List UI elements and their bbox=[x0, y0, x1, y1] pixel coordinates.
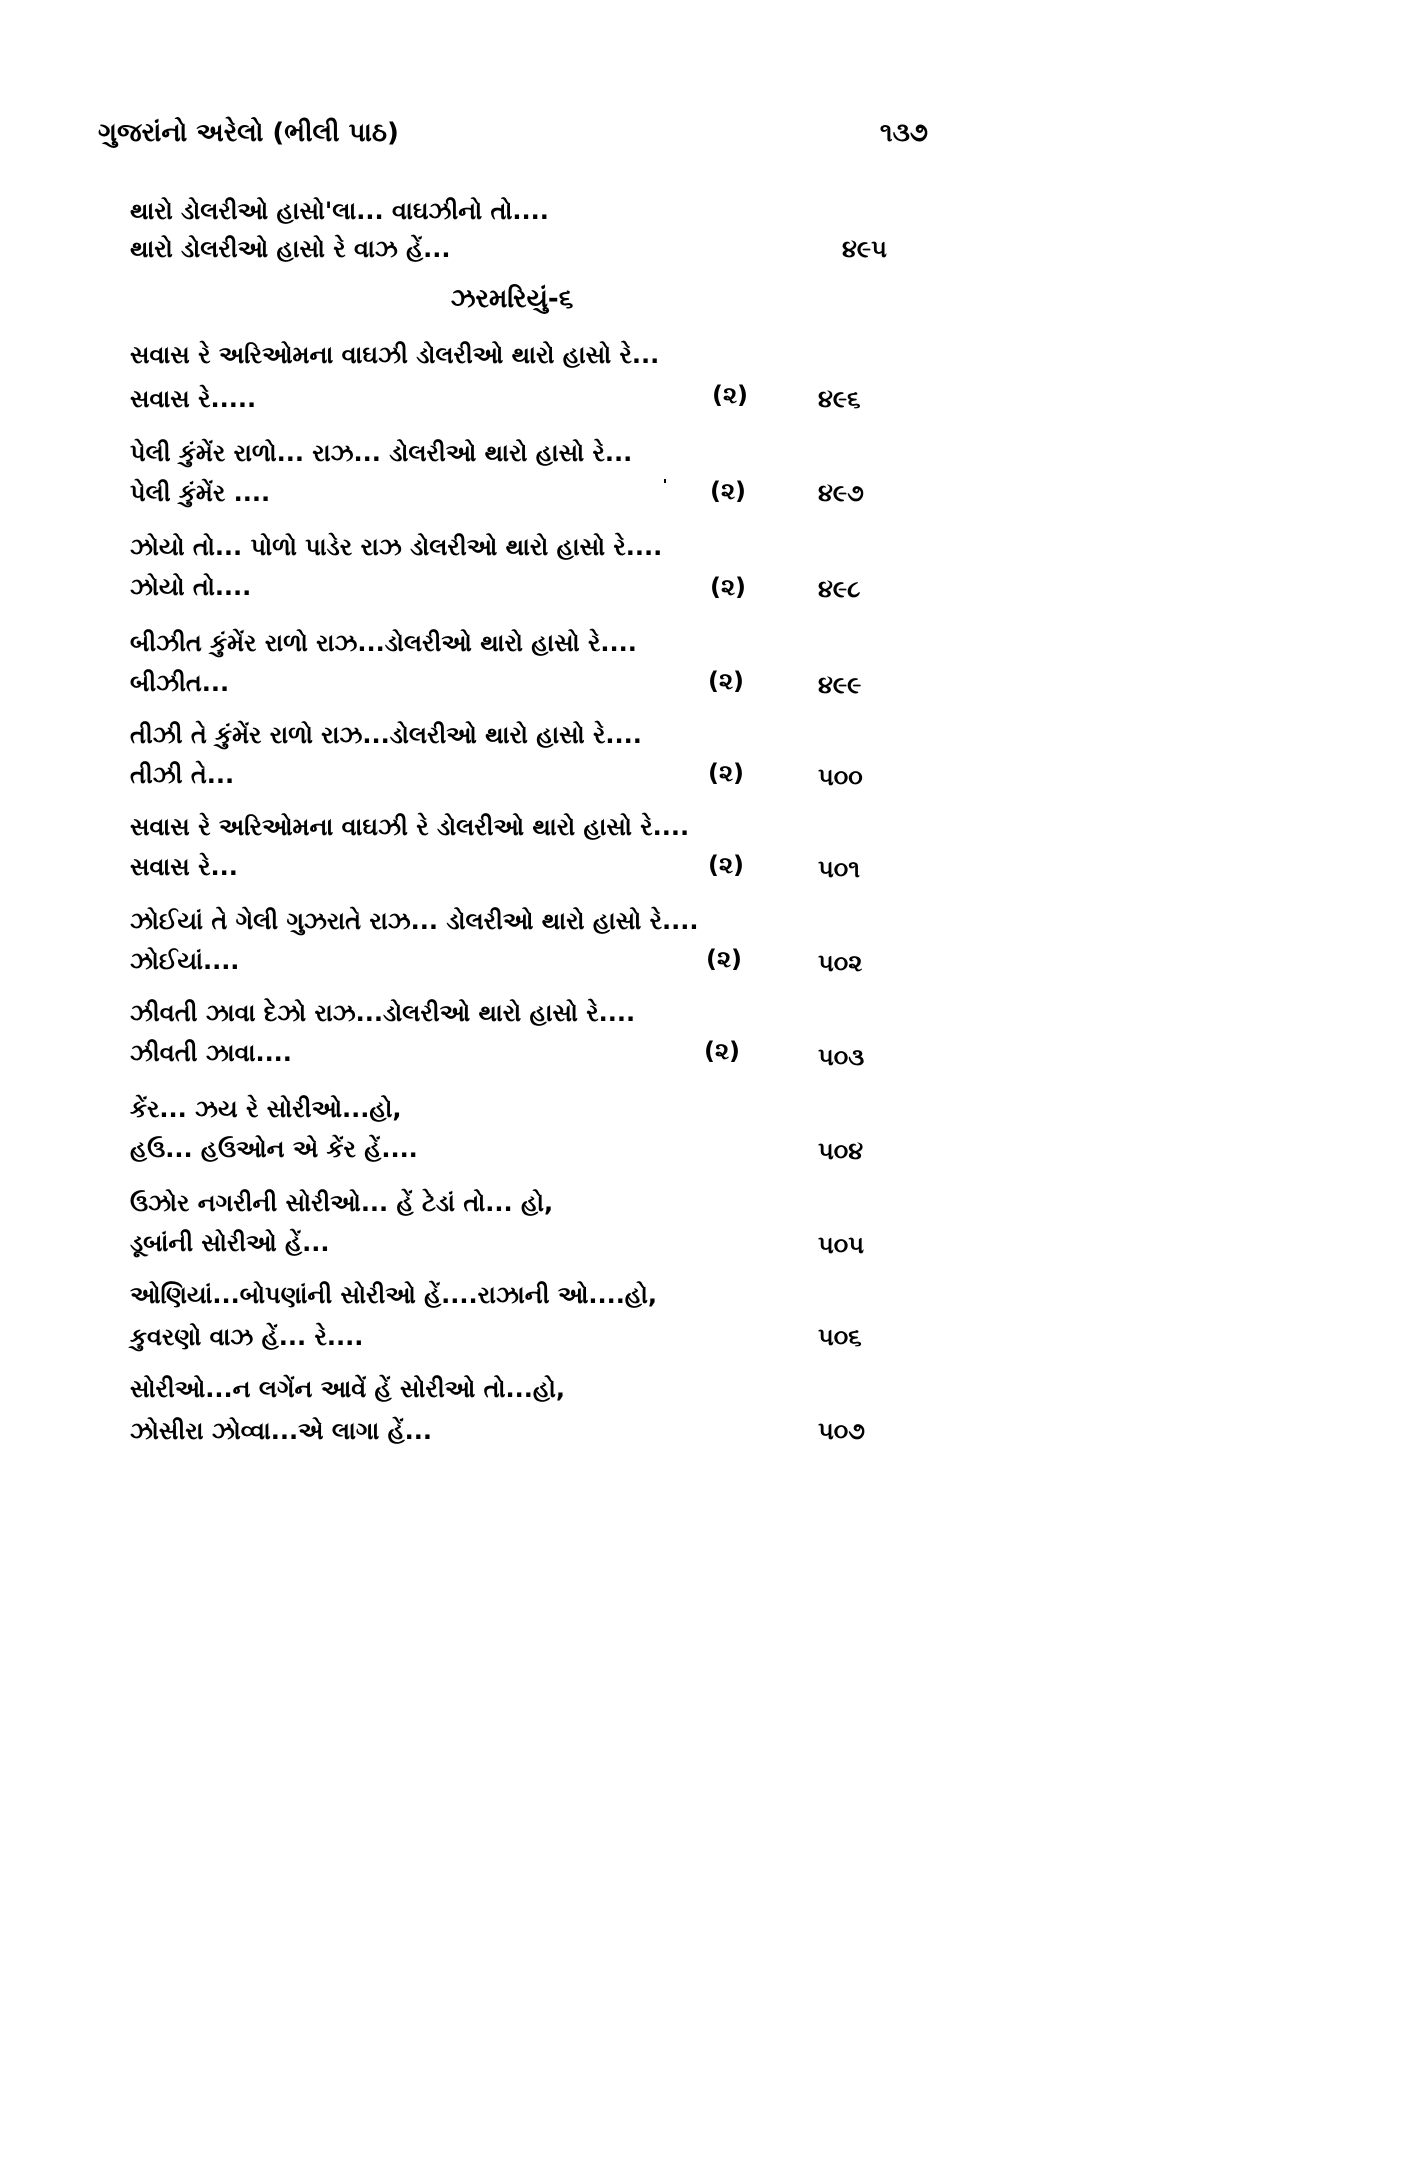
verse-line: સવાસ રે અરિઓમના વાઘઝી ડોલરીઓ થારો હાસો રે... bbox=[130, 341, 660, 369]
verse-line: પેલી કુંમેંર .... bbox=[130, 479, 271, 507]
verse-number: ૫૦૧ bbox=[818, 855, 860, 883]
verse-line: હઉ... હઉઓન એ કેંર હેં.... bbox=[130, 1135, 418, 1163]
verse-number: ૫૦૦ bbox=[818, 763, 863, 791]
verse-number: ૫૦૩ bbox=[818, 1043, 865, 1071]
section-heading: ઝરમરિયું-૬ bbox=[450, 284, 574, 314]
verse-line: કેંર... ઝય રે સોરીઓ...હો, bbox=[130, 1095, 402, 1123]
verse-number: ૪૯૬ bbox=[818, 385, 861, 413]
verse-line: થારો ડોલરીઓ હાસો રે વાઝ હેં... bbox=[130, 235, 451, 263]
verse-line: સવાસ રે... bbox=[130, 853, 238, 881]
verse-line: ડૂબાંની સોરીઓ હેં... bbox=[130, 1229, 330, 1257]
print-speck bbox=[664, 479, 666, 483]
verse-line: સવાસ રે અરિઓમના વાઘઝી રે ડોલરીઓ થારો હાસો રે.... bbox=[130, 813, 690, 841]
verse-line: સોરીઓ...ન લગેંન આવેં હેં સોરીઓ તો...હો, bbox=[130, 1375, 566, 1403]
verse-line: ઝીવતી ઝાવા.... bbox=[130, 1039, 292, 1067]
verse-line: ઝોયો તો.... bbox=[130, 573, 252, 601]
running-title: ગુજરાંનો અરેલો (ભીલી પાઠ) bbox=[98, 118, 399, 148]
repeat-marker: (૨) bbox=[708, 759, 745, 787]
verse-line: પેલી કુંમેંર રાળો... રાઝ... ડોલરીઓ થારો હાસો રે... bbox=[130, 439, 633, 467]
verse-number: ૪૯૫ bbox=[842, 235, 887, 263]
verse-number: ૪૯૭ bbox=[818, 479, 864, 507]
repeat-marker: (૨) bbox=[706, 945, 743, 973]
verse-line: તીઝી તે કુંમેંર રાળો રાઝ...ડોલરીઓ થારો હાસો રે.... bbox=[130, 721, 642, 749]
verse-line: થારો ડોલરીઓ હાસો'લા... વાઘઝીનો તો.... bbox=[130, 197, 549, 225]
verse-line: ઓણિયાં...બોપણાંની સોરીઓ હેં....રાઝાની ઓ....હો, bbox=[130, 1281, 657, 1309]
verse-number: ૫૦૨ bbox=[818, 949, 863, 977]
repeat-marker: (૨) bbox=[710, 573, 747, 601]
repeat-marker: (૨) bbox=[710, 477, 747, 505]
repeat-marker: (૨) bbox=[708, 851, 745, 879]
verse-line: બીઝીત કુંમેંર રાળો રાઝ...ડોલરીઓ થારો હાસો રે.... bbox=[130, 629, 637, 657]
verse-line: તીઝી તે... bbox=[130, 761, 235, 789]
repeat-marker: (૨) bbox=[704, 1037, 741, 1065]
running-head bbox=[98, 118, 928, 162]
repeat-marker: (૨) bbox=[708, 667, 745, 695]
verse-line: ઝોઈયાં.... bbox=[130, 947, 240, 975]
verse-number: ૫૦૪ bbox=[818, 1137, 864, 1165]
repeat-marker: (૨) bbox=[712, 381, 749, 409]
verse-line: સવાસ રે..... bbox=[130, 385, 257, 413]
verse-number: ૫૦૬ bbox=[818, 1323, 862, 1351]
verse-number: ૪૯૯ bbox=[818, 671, 862, 699]
verse-line: ઝીવતી ઝાવા દેઝો રાઝ...ડોલરીઓ થારો હાસો રે.... bbox=[130, 999, 636, 1027]
verse-number: ૪૯૮ bbox=[818, 575, 861, 603]
verse-line: ઉઝોર નગરીની સોરીઓ... હેં ટેડાં તો... હો, bbox=[130, 1189, 554, 1217]
page-number: ૧૩૭ bbox=[879, 118, 928, 148]
verse-line: ઝોયો તો... પોળો પાડેર રાઝ ડોલરીઓ થારો હાસો રે.... bbox=[130, 533, 663, 561]
verse-number: ૫૦૭ bbox=[818, 1417, 865, 1445]
verse-line: બીઝીત... bbox=[130, 669, 230, 697]
verse-number: ૫૦૫ bbox=[818, 1231, 864, 1259]
verse-line: ઝોસીરા ઝોવ્વા...એ લાગા હેં... bbox=[130, 1417, 433, 1445]
verse-line: કુવરણો વાઝ હેં... રે.... bbox=[130, 1323, 364, 1351]
verse-line: ઝોઈયાં તે ગેલી ગુઝરાતે રાઝ... ડોલરીઓ થારો હાસો રે.... bbox=[130, 907, 699, 935]
